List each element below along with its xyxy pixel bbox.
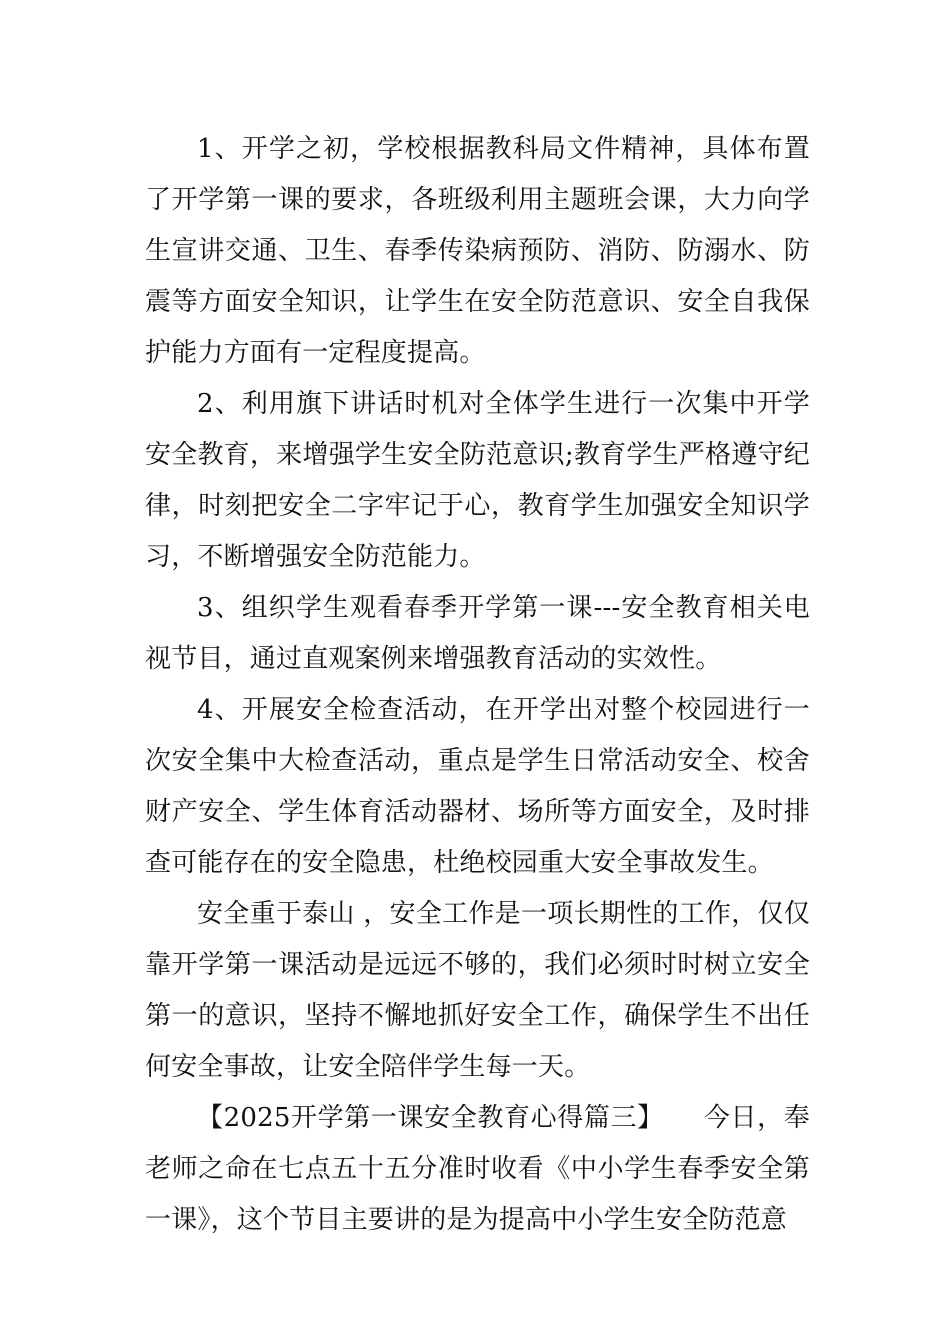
document-body xyxy=(145,124,810,1246)
paragraph-3: 3、组织学生观看春季开学第一课---安全教育相关电视节目，通过直观案例来增强教育活动的实效性。 xyxy=(145,593,810,674)
paragraph-6: 【2025开学第一课安全教育心得篇三】 今日，奉老师之命在七点五十五分准时收看《中小学生春季安全第一课》，这个节目主要讲的是为提高中小学生安全防范意 xyxy=(145,1103,810,1235)
paragraph-5: 安全重于泰山 ，安全工作是一项长期性的工作，仅仅靠开学第一课活动是远远不够的，我们必须时时树立安全第一的意识，坚持不懈地抓好安全工作，确保学生不出任何安全事故，让安全陪伴学生每一天。 xyxy=(145,899,810,1082)
paragraph-2: 2、利用旗下讲话时机对全体学生进行一次集中开学安全教育，来增强学生安全防范意识;教育学生严格遵守纪律，时刻把安全二字牢记于心，教育学生加强安全知识学习，不断增强安全防范能力。 xyxy=(145,389,810,572)
paragraph-4: 4、开展安全检查活动，在开学出对整个校园进行一次安全集中大检查活动，重点是学生日常活动安全、校舍财产安全、学生体育活动器材、场所等方面安全，及时排查可能存在的安全隐患，杜绝校园重大安全事故发生。 xyxy=(145,695,810,878)
paragraph-1: 1、开学之初，学校根据教科局文件精神，具体布置了开学第一课的要求，各班级利用主题班会课，大力向学生宣讲交通、卫生、春季传染病预防、消防、防溺水、防震等方面安全知识，让学生在安全防范意识、安全自我保护能力方面有一定程度提高。 xyxy=(145,134,810,368)
